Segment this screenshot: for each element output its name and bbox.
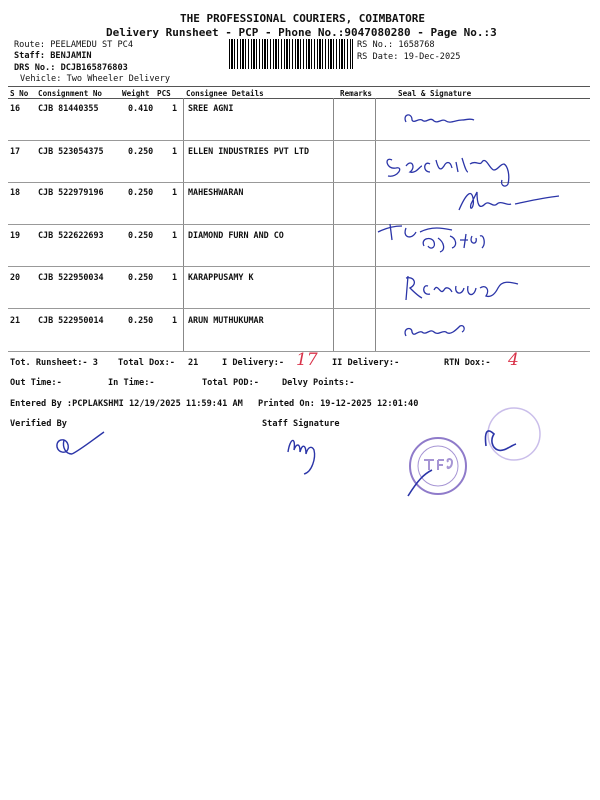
- table-row-consignment: CJB 522950034: [38, 272, 104, 282]
- company-title: THE PROFESSIONAL COURIERS, COIMBATORE: [180, 12, 426, 25]
- verified-signature: [50, 428, 110, 460]
- table-row-consignment: CJB 523054375: [38, 146, 104, 156]
- out-time: Out Time:-: [10, 378, 62, 388]
- table-row-sno: 19: [10, 230, 21, 240]
- row-divider: [8, 308, 590, 309]
- table-row-consignment: CJB 522979196: [38, 187, 104, 197]
- col-header-pcs: PCS: [157, 89, 171, 98]
- table-row-pcs: 1: [172, 272, 178, 282]
- signature-row17: [382, 146, 542, 188]
- table-row-sno: 21: [10, 315, 21, 325]
- table-row-consignee: ELLEN INDUSTRIES PVT LTD: [188, 146, 310, 156]
- rs-date: RS Date: 19-Dec-2025: [357, 52, 461, 62]
- table-row-pcs: 1: [172, 315, 178, 325]
- col-header-sno: S No: [10, 89, 29, 98]
- table-row-weight: 0.250: [128, 315, 154, 325]
- i-delivery-value: 17: [296, 350, 318, 370]
- in-time: In Time:-: [108, 378, 155, 388]
- ii-delivery-label: II Delivery:-: [332, 358, 400, 368]
- table-row-consignee: MAHESHWARAN: [188, 187, 244, 197]
- barcode-image: [229, 39, 353, 69]
- col-divider: [333, 98, 334, 352]
- row-divider: [8, 266, 590, 267]
- runsheet-title: Delivery Runsheet - PCP - Phone No.:9047080280 - Page No.:3: [106, 26, 497, 39]
- drs-number: DRS No.: DCJB165876803: [14, 63, 128, 73]
- verified-by-label: Verified By: [10, 419, 67, 429]
- table-row-sno: 20: [10, 272, 21, 282]
- table-header-rule: [8, 98, 590, 99]
- table-row-consignment: CJB 81440355: [38, 103, 99, 113]
- table-row-pcs: 1: [172, 103, 178, 113]
- col-divider: [183, 98, 184, 352]
- vehicle-info: Vehicle: Two Wheeler Delivery: [20, 74, 171, 84]
- table-row-consignment: CJB 522950014: [38, 315, 104, 325]
- table-row-sno: 18: [10, 187, 21, 197]
- staff-signature: [282, 428, 332, 478]
- total-dox-label: Total Dox:-: [118, 358, 175, 368]
- col-header-weight: Weight: [122, 89, 150, 98]
- col-header-consignment: Consignment No: [38, 89, 103, 98]
- table-row-consignment: CJB 522622693: [38, 230, 104, 240]
- entered-by: Entered By :PCPLAKSHMI 12/19/2025 11:59:41 AM: [10, 399, 243, 409]
- i-delivery-label: I Delivery:-: [222, 358, 285, 368]
- total-pod: Total POD:-: [202, 378, 259, 388]
- table-row-pcs: 1: [172, 146, 178, 156]
- table-row-sno: 17: [10, 146, 21, 156]
- table-top-rule: [8, 86, 590, 87]
- table-row-weight: 0.410: [128, 103, 154, 113]
- table-row-sno: 16: [10, 103, 21, 113]
- rtn-dox-value: 4: [508, 350, 519, 370]
- table-row-consignee: KARAPPUSAMY K: [188, 272, 254, 282]
- rs-number: RS No.: 1658768: [357, 40, 435, 50]
- col-header-consignee: Consignee Details: [186, 89, 264, 98]
- table-row-weight: 0.250: [128, 230, 154, 240]
- tot-runsheet: Tot. Runsheet:- 3: [10, 358, 98, 368]
- total-dox-value: 21: [188, 358, 199, 368]
- rtn-dox-label: RTN Dox:-: [444, 358, 491, 368]
- table-row-weight: 0.250: [128, 146, 154, 156]
- staff-signature-label: Staff Signature: [262, 419, 340, 429]
- signature-row19: [372, 216, 532, 260]
- table-row-weight: 0.250: [128, 187, 154, 197]
- table-row-consignee: ARUN MUTHUKUMAR: [188, 315, 264, 325]
- route-info: Route: PEELAMEDU ST PC4: [14, 40, 133, 50]
- table-row-pcs: 1: [172, 230, 178, 240]
- signature-row21: [400, 314, 480, 344]
- signature-row20: [400, 270, 530, 308]
- table-row-consignee: SREE AGNI: [188, 103, 234, 113]
- staff-info: Staff: BENJAMIN: [14, 51, 92, 61]
- table-row-weight: 0.250: [128, 272, 154, 282]
- row-divider: [8, 140, 590, 141]
- courier-stamp: [398, 400, 558, 510]
- delvy-points: Delvy Points:-: [282, 378, 355, 388]
- printed-on: Printed On: 19-12-2025 12:01:40: [258, 399, 419, 409]
- table-row-consignee: DIAMOND FURN AND CO: [188, 230, 284, 240]
- signature-row16: [400, 108, 480, 132]
- table-row-pcs: 1: [172, 187, 178, 197]
- col-header-seal: Seal & Signature: [398, 89, 472, 98]
- col-header-remarks: Remarks: [340, 89, 373, 98]
